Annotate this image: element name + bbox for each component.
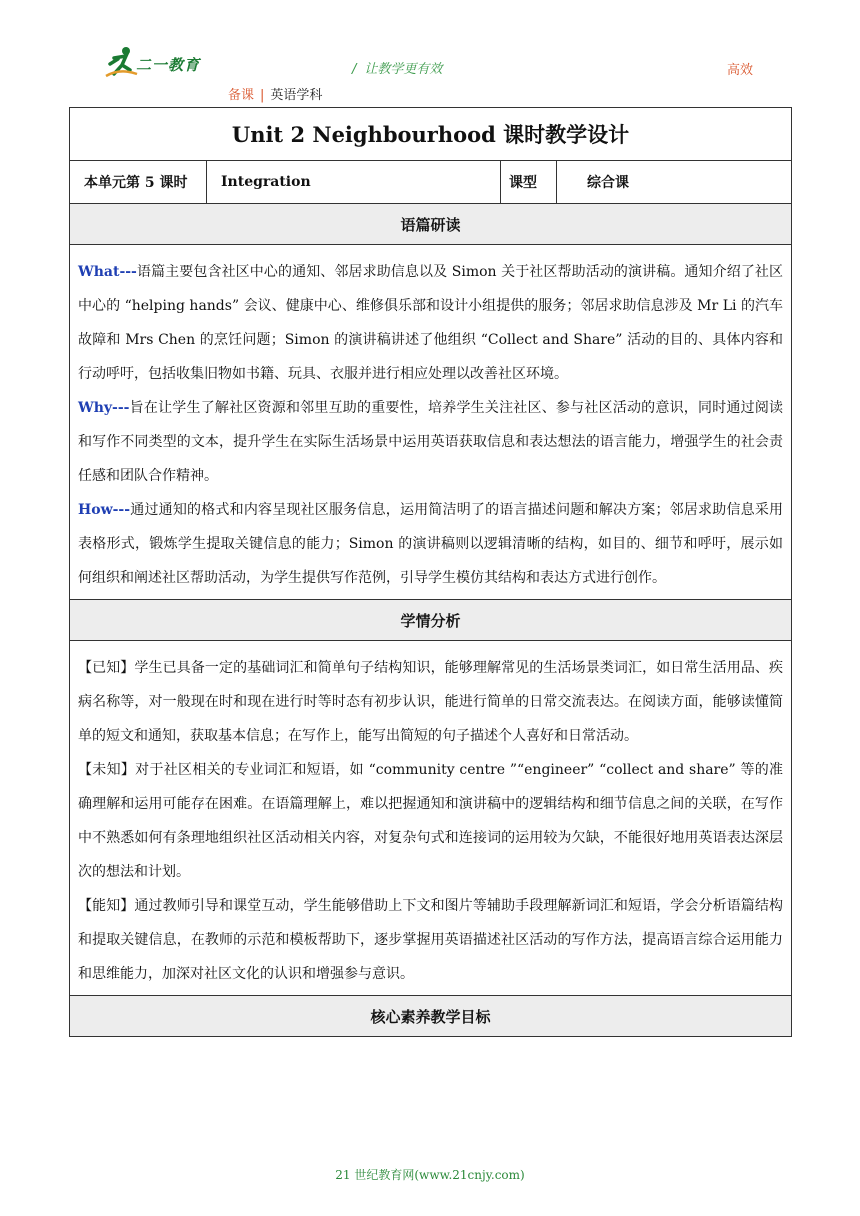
how-paragraph: [78, 493, 783, 595]
lesson-topic: Integration: [207, 161, 501, 204]
section-heading-text-analysis: 语篇研读: [70, 204, 792, 245]
footer-text: 21 世纪教育网(www.21cnjy.com): [335, 1168, 525, 1182]
known-paragraph: 【已知】学生已具备一定的基础词汇和简单句子结构知识，能够理解常见的生活场景类词汇，如日常生活用品、疾病名称等，对一般现在时和现在进行时等时态有初步认识，能进行简单的日常交流表达。在阅读方面，能够读懂简单的短文和通知，获取基本信息；在写作上，能写出简短的句子描述个人喜好和日常活动。: [78, 660, 784, 744]
slogan-text: 让教学更有效: [364, 62, 443, 77]
lesson-type-label: 课型: [501, 161, 557, 204]
subject-heading: [228, 84, 322, 103]
brand-logo: [104, 46, 214, 80]
how-label: How---: [78, 502, 131, 518]
section-heading-learner-analysis: 学情分析: [70, 600, 792, 641]
what-label: What---: [78, 264, 137, 280]
logo-text: 二一教育: [136, 56, 201, 74]
why-text: 旨在让学生了解社区资源和邻里互助的重要性，培养学生关注社区、参与社区活动的意识，同时通过阅读和写作不同类型的文本，提升学生在实际生活场景中运用英语获取信息和表达想法的语言能力，增强学生的社会责任感和团队合作精神。: [78, 400, 784, 484]
lesson-number: 本单元第 5 课时: [70, 161, 207, 204]
runner-logo-icon: [104, 46, 138, 78]
header-right-text: 高效: [727, 63, 754, 78]
slogan: / 让教学更有效: [352, 62, 443, 77]
subject-separator: |: [260, 88, 265, 103]
lesson-plan-table: [69, 107, 792, 1037]
unknown-paragraph: 【未知】对于社区相关的专业词汇和短语，如 “community centre ”“engineer” “collect and share” 等的准确理解和运用可能存在困难。在语篇理解上，难以把握通知和演讲稿中的逻辑结构和细节信息之间的关联，在写作中不熟悉如何有条理地组织社区活动相关内容，对复杂句式和连接词的运用较为欠缺，不能很好地用英语表达深层次的想法和计划。: [78, 762, 784, 880]
subject-prep-label: 备课: [228, 88, 255, 103]
section-heading-core-objectives: 核心素养教学目标: [70, 996, 792, 1037]
lesson-type-value: 综合课: [557, 161, 792, 204]
lesson-info-row: [70, 161, 792, 204]
able-paragraph: 【能知】通过教师引导和课堂互动，学生能够借助上下文和图片等辅助手段理解新词汇和短语，学会分析语篇结构和提取关键信息，在教师的示范和模板帮助下，逐步掌握用英语描述社区活动的写作方法，提高语言综合运用能力和思维能力，加深对社区文化的认识和增强参与意识。: [78, 898, 784, 982]
learner-analysis-body: [70, 641, 792, 996]
what-paragraph: [78, 255, 783, 391]
document-title: Unit 2 Neighbourhood 课时教学设计: [70, 108, 792, 161]
why-label: Why---: [78, 400, 130, 416]
how-text: 通过通知的格式和内容呈现社区服务信息，运用简洁明了的语言描述问题和解决方案；邻居求助信息采用表格形式，锻炼学生提取关键信息的能力；Simon 的演讲稿则以逻辑清晰的结构，如目的、细节和呼吁，展示如何组织和阐述社区帮助活动，为学生提供写作范例，引导学生模仿其结构和表达方式进行创作。: [78, 502, 784, 586]
what-text: 语篇主要包含社区中心的通知、邻居求助信息以及 Simon 关于社区帮助活动的演讲稿。通知介绍了社区中心的 “helping hands” 会议、健康中心、维修俱乐部和设计小组提供的服务；邻居求助信息涉及 Mr Li 的汽车故障和 Mrs Chen 的烹饪问题；Simon 的演讲稿讲述了他组织 “Collect and Share” 活动的目的、具体内容和行动呼吁，包括收集旧物如书籍、玩具、衣服并进行相应处理以改善社区环境。: [78, 264, 784, 382]
subject-name: 英语学科: [270, 88, 323, 103]
why-paragraph: [78, 391, 783, 493]
text-analysis-body: [70, 245, 792, 600]
